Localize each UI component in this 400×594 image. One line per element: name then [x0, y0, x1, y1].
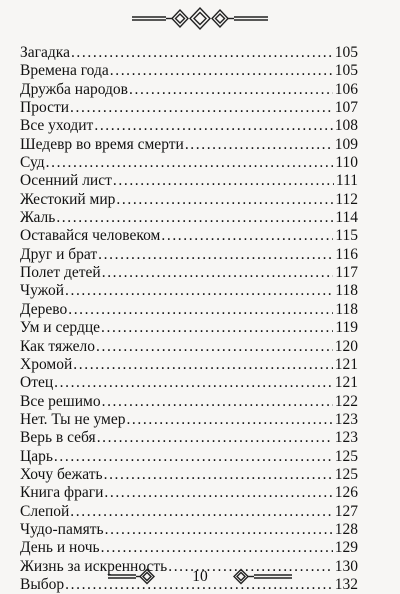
- toc-entry-title: Выбор: [20, 575, 65, 593]
- toc-entry: [20, 393, 358, 411]
- ornament-icon: [0, 0, 400, 34]
- toc-dot-leader: [96, 338, 333, 356]
- toc-entry: [20, 44, 358, 62]
- toc-entry-title: Дерево: [20, 300, 68, 318]
- toc-entry-page: 125: [334, 465, 358, 483]
- toc-entry-title: Чудо-память: [20, 520, 104, 538]
- toc-entry-title: Шедевр во время смерти: [20, 135, 184, 153]
- toc-entry-page: 108: [334, 117, 358, 135]
- toc-dot-leader: [68, 301, 333, 319]
- toc-entry: [20, 319, 358, 337]
- toc-entry-title: Ум и сердце: [20, 319, 101, 337]
- toc-entry-page: 116: [335, 245, 358, 263]
- toc-entry: [20, 374, 358, 392]
- toc-dot-leader: [70, 99, 333, 117]
- toc-entry: [20, 521, 358, 539]
- toc-entry-page: 129: [334, 539, 358, 557]
- toc-dot-leader: [54, 448, 333, 466]
- toc-dot-leader: [97, 429, 333, 447]
- toc-entry-page: 121: [334, 374, 358, 392]
- toc-entry-title: Осенний лист: [20, 172, 112, 190]
- toc-entry-page: 122: [334, 392, 358, 410]
- toc-dot-leader: [110, 62, 333, 80]
- toc-entry: [20, 172, 358, 190]
- toc-dot-leader: [54, 374, 333, 392]
- toc-entry: [20, 503, 358, 521]
- toc-entry-title: Хромой: [20, 355, 73, 373]
- toc-dot-leader: [70, 503, 332, 521]
- toc-dot-leader: [129, 81, 333, 99]
- page-number: 10: [192, 568, 208, 585]
- toc-entry-page: 109: [334, 135, 358, 153]
- toc-entry-title: Полет детей: [20, 264, 101, 282]
- header-ornament: [0, 0, 400, 34]
- toc-entry-page: 118: [335, 300, 358, 318]
- toc-entry-title: Друг и брат: [20, 245, 98, 263]
- toc-entry-page: 123: [334, 410, 358, 428]
- toc-entry-title: Как тяжело: [20, 337, 95, 355]
- toc-entry: [20, 301, 358, 319]
- toc-entry-title: Дружба народов: [20, 80, 128, 98]
- toc-entry-title: Жаль: [20, 209, 56, 227]
- toc-entry-title: Жизнь за искренность: [20, 557, 168, 575]
- toc-entry-page: 127: [334, 502, 358, 520]
- toc-entry: [20, 484, 358, 502]
- toc-entry-title: Жестокий мир: [20, 190, 116, 208]
- toc-entry: [20, 429, 358, 447]
- toc-entry: [20, 282, 358, 300]
- toc-entry-title: Книга фраги: [20, 484, 104, 502]
- toc-dot-leader: [101, 319, 333, 337]
- toc-dot-leader: [185, 136, 333, 154]
- toc-dot-leader: [56, 209, 333, 227]
- toc-entry-title: Хочу бежать: [20, 465, 103, 483]
- toc-dot-leader: [113, 172, 334, 190]
- toc-entry-title: Отец: [20, 374, 54, 392]
- toc-entry-page: 125: [334, 447, 358, 465]
- toc-entry: [20, 411, 358, 429]
- toc-entry: [20, 246, 358, 264]
- toc-entry-page: 120: [334, 337, 358, 355]
- toc-entry-title: Оставайся человеком: [20, 227, 161, 245]
- toc-entry-title: Времена года: [20, 62, 109, 80]
- toc-entry-page: 126: [334, 484, 358, 502]
- toc-entry-page: 128: [334, 520, 358, 538]
- toc-entry: [20, 338, 358, 356]
- toc-entry: [20, 356, 358, 374]
- toc-dot-leader: [102, 393, 333, 411]
- toc-dot-leader: [65, 282, 333, 300]
- toc-entry-title: Нет. Ты не умер: [20, 410, 126, 428]
- toc-entry-title: Суд: [20, 154, 45, 172]
- toc-dot-leader: [105, 521, 333, 539]
- toc-dot-leader: [116, 191, 333, 209]
- toc-entry-page: 105: [334, 62, 358, 80]
- toc-entry-page: 107: [334, 99, 358, 117]
- toc-dot-leader: [161, 227, 333, 245]
- toc-entry-page: 118: [335, 282, 358, 300]
- toc-entry: [20, 227, 358, 245]
- toc-entry-title: Прости: [20, 99, 70, 117]
- toc-entry: [20, 117, 358, 135]
- toc-entry-page: 132: [334, 575, 358, 593]
- toc-entry-page: 123: [334, 429, 358, 447]
- toc-dot-leader: [94, 117, 332, 135]
- toc-entry-page: 130: [334, 557, 358, 575]
- toc-entry-title: Все уходит: [20, 117, 94, 135]
- toc-entry-page: 106: [334, 80, 358, 98]
- toc-entry-title: Загадка: [20, 44, 70, 61]
- toc-entry: [20, 264, 358, 282]
- toc-dot-leader: [104, 484, 332, 502]
- toc-entry-title: Чужой: [20, 282, 64, 300]
- toc-dot-leader: [73, 356, 332, 374]
- toc-entry-page: 105: [334, 44, 358, 61]
- toc-entry: [20, 466, 358, 484]
- table-of-contents: [20, 44, 358, 594]
- toc-dot-leader: [102, 264, 334, 282]
- toc-entry-title: Слепой: [20, 502, 70, 520]
- toc-entry: [20, 539, 358, 557]
- toc-entry-page: 111: [335, 172, 358, 190]
- toc-entry-page: 114: [335, 209, 358, 227]
- toc-entry: [20, 448, 358, 466]
- toc-dot-leader: [46, 154, 334, 172]
- toc-entry-page: 112: [335, 190, 358, 208]
- toc-entry-page: 117: [335, 264, 358, 282]
- toc-entry-title: День и ночь: [20, 539, 100, 557]
- toc-entry: [20, 209, 358, 227]
- page-footer: [0, 564, 400, 590]
- toc-entry-title: Царь: [20, 447, 53, 465]
- toc-entry: [20, 191, 358, 209]
- toc-dot-leader: [71, 44, 333, 62]
- toc-entry-title: Верь в себя: [20, 429, 96, 447]
- toc-dot-leader: [104, 466, 333, 484]
- toc-dot-leader: [98, 246, 333, 264]
- toc-entry-page: 119: [335, 319, 358, 337]
- toc-entry: [20, 136, 358, 154]
- toc-entry-page: 110: [335, 154, 358, 172]
- toc-entry: [20, 62, 358, 80]
- toc-entry-page: 121: [334, 355, 358, 373]
- toc-entry: [20, 81, 358, 99]
- toc-entry-page: 115: [335, 227, 358, 245]
- toc-entry: [20, 154, 358, 172]
- toc-dot-leader: [126, 411, 332, 429]
- toc-dot-leader: [101, 539, 333, 557]
- toc-entry-title: Все решимо: [20, 392, 101, 410]
- toc-entry: [20, 99, 358, 117]
